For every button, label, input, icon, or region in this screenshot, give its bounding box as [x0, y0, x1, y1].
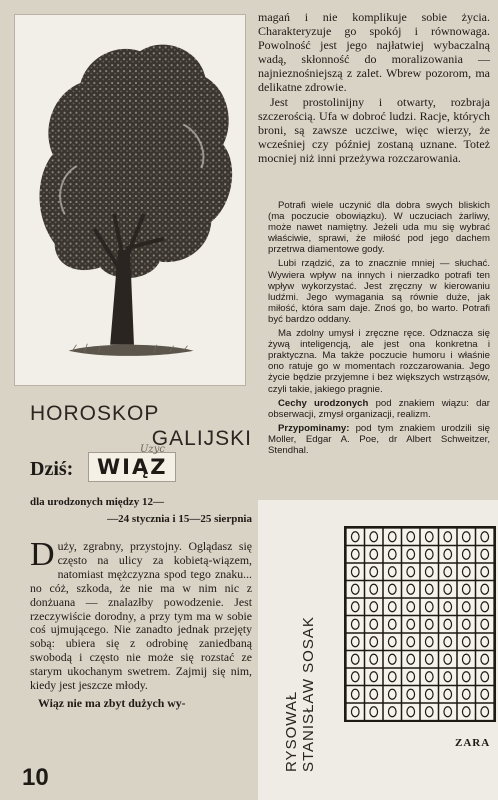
today-sign-row — [30, 444, 252, 486]
reminder-label: Przypominamy: — [278, 422, 350, 434]
traits-label: Cechy urodzonych — [278, 397, 369, 409]
paragraph-intro — [30, 536, 252, 693]
paragraph-intro-text: uży, zgrabny, przystojny. Oglądasz się często na ulicy za kobietą-wiązem, natomiast mężczyzna spod tego znaku... no cóż, szkoda, że nie ma w nim nic z donżuana — znalazłby powodzenie. Jest rzeczywiście dorodny, a przy tym ma w sobie coś ujmującego. Nie zanadto jednak przejęty sobą: ubiera się z odrobinę zaniedbaną swobodą i często nie może się rozstać ze starym ukochanym swetrem. Zajmij się nim, kiedy jest jeszcze młody. — [30, 539, 252, 693]
sign-name-box: WIĄZ — [88, 452, 176, 482]
handwritten-note: Uzyc — [140, 444, 165, 455]
paragraph-small-3: Ma zdolny umysł i zręczne ręce. Odznacza się żywą inteligencją, ale jest ona konkretna i praktyczna. Ma także poczucie humoru i właśnie ono ratuje go w momentach rozczarowania. Jego życie będzie przyjemne i bez większych wstrząsów, czyli takie, jakiego pragnie. — [268, 328, 490, 395]
reminder-paragraph — [268, 423, 490, 456]
paragraph-continued: Wiąz nie ma zbyt dużych wy- — [38, 695, 186, 710]
title-line-horoskop: HOROSKOP — [30, 402, 160, 425]
title-line-galijski: GALIJSKI — [151, 427, 252, 450]
cartoon-caption: ZARA — [455, 737, 491, 749]
dates-line-1: dla urodzonych między 12— — [30, 496, 164, 508]
reminder-text: pod tym znakiem urodzili się Moller, Edgar A. Poe, dr Albert Schweitzer, Stendhal. — [268, 422, 490, 456]
paragraph-small-1: Potrafi wiele uczynić dla dobra swych bliskich (ma poczucie obowiązku). W uczuciach żarliwy, może nawet namiętny. Jeżeli uda mu się wybrać właściwie, sprawi, że miłość pod jego dachem przetrwa diamentowe gody. — [268, 200, 490, 256]
drop-cap: D — [30, 536, 55, 573]
right-column-small-text — [268, 200, 490, 459]
elm-tree-drawing — [15, 15, 245, 385]
traits-paragraph — [268, 398, 490, 420]
birth-dates — [30, 494, 252, 528]
building-windows-grid — [344, 526, 498, 722]
paragraph-right-2: Jest prostolinijny i otwarty, rozbraja szczerością. Ufa w dobroć ludzi. Racje, których broni, są zawsze uczciwe, więc wierzy, że wcześniej czy później zostaną uznane. Toteż mocniej niż inni przeżywa rozczarowania. — [258, 94, 490, 165]
traits-text: pod znakiem wiązu: dar obserwacji, zmysł organizacji, realizm. — [268, 397, 491, 420]
dates-line-2: —24 stycznia i 15—25 sierpnia — [107, 513, 252, 525]
paragraph-small-2: Lubi rządzić, za to znacznie mniej — słuchać. Wywiera wpływ na innych i nierzadko potrafi ten wpływ wykorzystać. Jest zręczny w kierowaniu ludźmi. Jego wymagania są równie duże, jak miłość, która sam daje. Znoś go, bo warto. Potrafi być bardzo oddany. — [268, 258, 490, 325]
credit-line-2: STANISŁAW SOSAK — [300, 616, 317, 772]
tree-illustration — [14, 14, 246, 386]
left-column-text — [30, 536, 252, 711]
page-number: 10 — [22, 764, 49, 791]
credit-line-1: RYSOWAŁ — [283, 690, 300, 772]
today-label: Dziś: — [30, 458, 74, 480]
cartoon-credit — [282, 522, 318, 772]
right-column-top-text — [258, 10, 490, 165]
paragraph-right-1: magań i nie komplikuje sobie życia. Charakteryzuje go spokój i równowaga. Powolność jest jego najłatwiej wybaczalną wadą, skłonność do moralizowania — najnieznośniejszą z zalet. Wbrew pozorom, ma delikatne zdrowie. — [258, 10, 490, 95]
